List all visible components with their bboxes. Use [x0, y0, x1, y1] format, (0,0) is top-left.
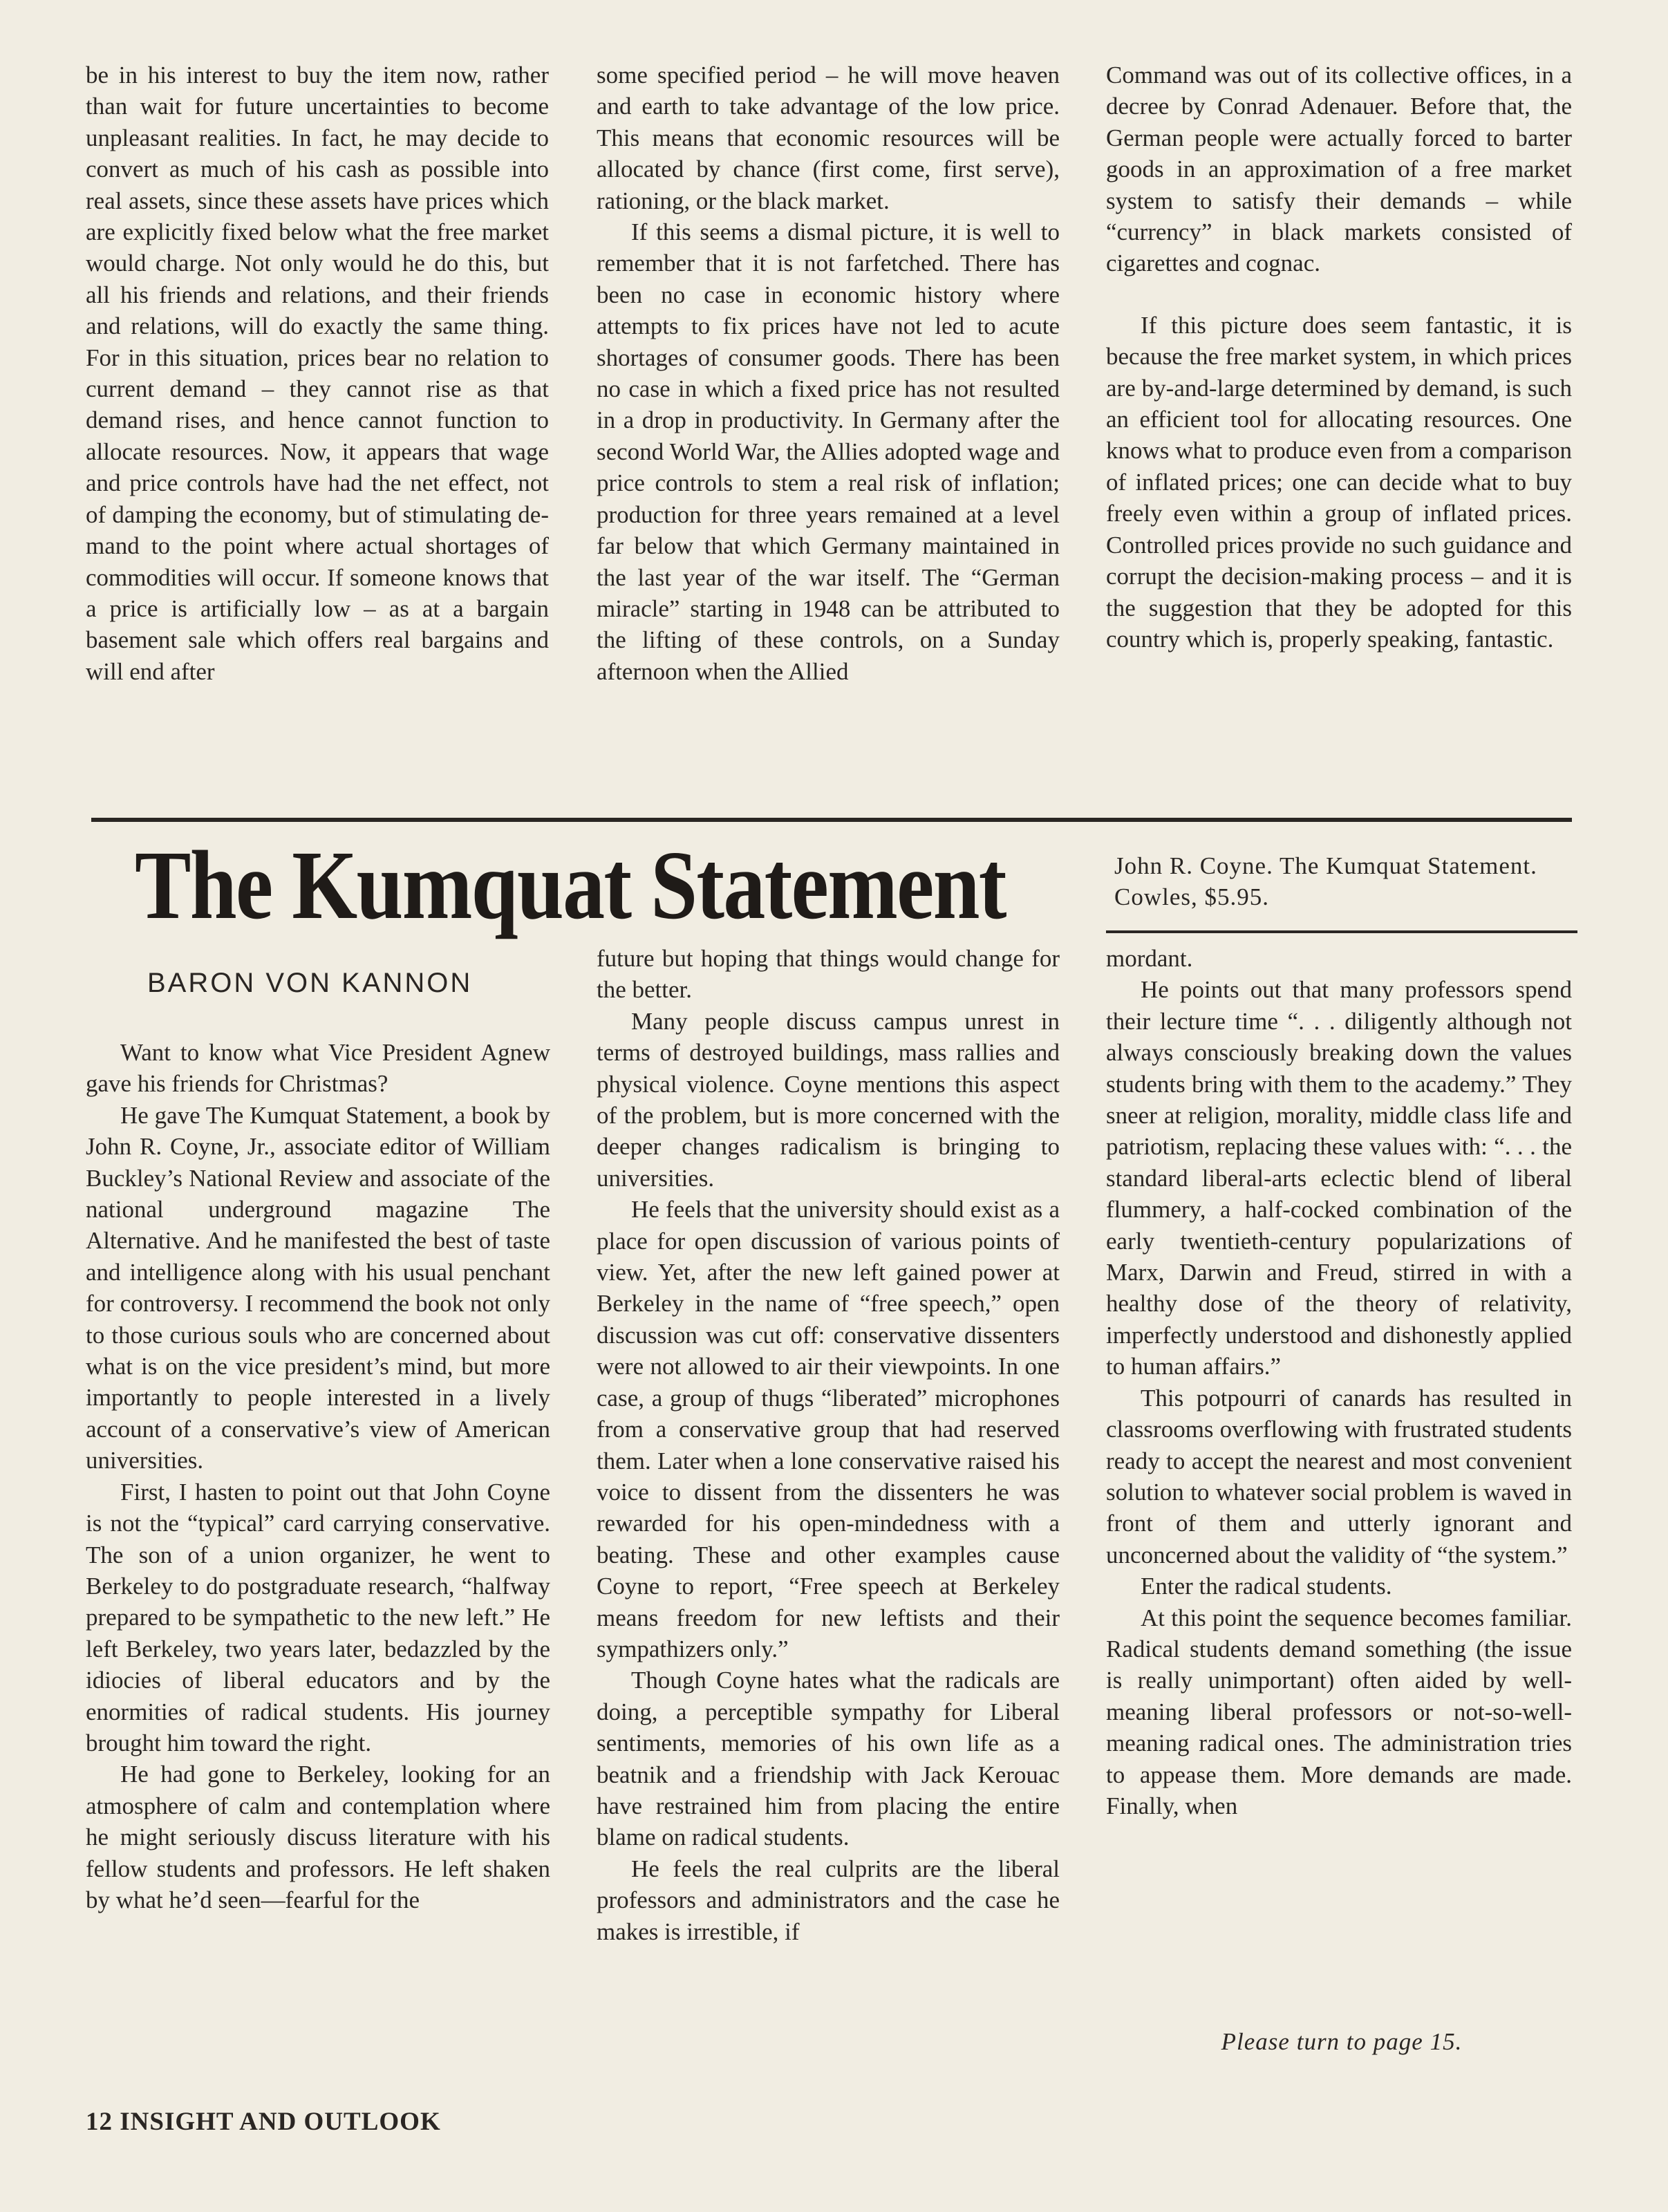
byline: BARON VON KANNON: [147, 968, 473, 998]
top-article-column-1: [86, 59, 549, 687]
paragraph: Want to know what Vice President Agnew gave his friends for Christmas?: [86, 1039, 550, 1098]
paragraph: mordant.: [1106, 945, 1193, 972]
page-footer: 12 INSIGHT AND OUTLOOK: [86, 2108, 441, 2136]
paragraph: some specified period – he will move heaven and earth to take advantage of the low price. This means that economic resources will be allocated by chance (first come, first serve), rationing, or the black market.: [597, 62, 1060, 214]
continued-note: Please turn to page 15.: [1221, 2028, 1463, 2055]
paragraph: He points out that many professors spend their lecture time “. . . diligently although not always consciously breaking down the values students bring with them to the academy.” They sneer at religion, morality, middle class life and patriotism, replacing these values with: “. . . the standard liberal-arts eclectic blend of liberal flummery, a half-cocked combination of the early twentieth-century popularizations of Marx, Darwin and Freud, stirred in with a healthy dose of the theory of relativity, imperfectly understood and dishonestly applied to human affairs.”: [1106, 976, 1572, 1380]
review-column-1: [86, 1037, 550, 1915]
top-article-column-2: [597, 59, 1060, 687]
citation-text: John R. Coyne. The Kumquat Statement. Cowles, $5.95.: [1114, 852, 1537, 910]
citation-divider: [1106, 930, 1577, 933]
paragraph: Many people discuss campus unrest in terms of destroyed buildings, mass rallies and physical violence. Coyne mentions this aspect of the problem, but is more concerned with the deeper changes radicalism is bringing to universities.: [597, 1007, 1060, 1192]
section-divider: [91, 818, 1572, 822]
paragraph: He feels that the university should exist as a place for open discussion of various points of view. Yet, after the new left gained power at Berkeley in the name of “free speech,” open discussion was cut off: conservative dissenters were not allowed to air their viewpoints. In one case, a group of thugs “liberated” microphones from a conservative group that had reserved them. Later when a lone conservative raised his voice to dissent from the dissenters he was rewarded for his open-mindedness with a beating. These and other examples cause Coyne to report, “Free speech at Berkeley means freedom for new leftists and their sympathizers only.”: [597, 1196, 1060, 1662]
book-citation: [1114, 850, 1571, 912]
top-article-column-3: [1106, 59, 1572, 655]
paragraph: At this point the sequence becomes familiar. Radical students demand something (the issue is really unimportant) often aided by well-meaning liberal professors or not-so-well-meaning radical ones. The administration tries to appease them. More demands are made. Finally, when: [1106, 1604, 1572, 1819]
review-headline: The Kumquat Statement: [135, 830, 1006, 939]
paragraph: First, I hasten to point out that John Coyne is not the “typical” card carrying conservative. The son of a union organizer, he went to Berkeley to do postgraduate research, “halfway prepared to be sympathetic to the new left.” He left Berkeley, two years later, bedazzled by the idiocies of liberal educators and by the enormities of radical students. His journey brought him toward the right.: [86, 1478, 550, 1756]
paragraph: He gave The Kumquat Statement, a book by John R. Coyne, Jr., associate editor of William Buckley’s National Review and associate of the national underground magazine The Alternative. And he manifested the best of taste and intelligence along with his usual penchant for controversy. I recommend the book not only to those curious souls who are concerned about what is on the vice president’s mind, but more importantly to people interested in a lively account of a conservative’s view of American universities.: [86, 1101, 550, 1474]
paragraph: Enter the radical students.: [1141, 1573, 1392, 1600]
paragraph: be in his interest to buy the item now, rather than wait for future uncertainties to become unpleasant realities. In fact, he may decide to convert as much of his cash as possible into real assets, since these assets have prices which are explicitly fixed below what the free market would charge. Not only would he do this, but all his friends and relations, and their friends and relations, will do exactly the same thing. For in this situation, prices bear no relation to current demand – they cannot rise as that demand rises, and hence cannot function to allocate resources. Now, it appears that wage and price controls have had the net effect, not of damping the economy, but of stimulating demand to the point where actual shortages of commodities will occur. If someone knows that a price is artificially low – as at a bargain basement sale which offers real bargains and will end after: [86, 62, 549, 685]
paragraph: If this picture does seem fantastic, it is because the free market system, in which prices are by-and-large determined by demand, is such an efficient tool for allocating resources. One knows what to produce even from a comparison of inflated prices; one can decide what to buy freely even within a group of inflated prices. Controlled prices provide no such guidance and corrupt the decision-making process – and it is the suggestion that they be adopted for this country which is, properly speaking, fantastic.: [1106, 311, 1572, 653]
paragraph: future but hoping that things would change for the better.: [597, 945, 1060, 1004]
paragraph: Command was out of its collective offices, in a decree by Conrad Adenauer. Before that, the German people were actually forced to barter goods in an approximation of a free market system to satisfy their demands – while “currency” in black markets consisted of cigarettes and cognac.: [1106, 62, 1572, 277]
paragraph: This potpourri of canards has resulted in classrooms overflowing with frustrated students ready to accept the nearest and most convenient solution to whatever social problem is waved in front of them and utterly ignorant and unconcerned about the validity of “the system.”: [1106, 1384, 1572, 1568]
paragraph: If this seems a dismal picture, it is well to remember that it is not farfetched. There has been no case in economic history where attempts to fix prices have not led to acute shortages of consumer goods. There has been no case in which a fixed price has not resulted in a drop in productivity. In Germany after the second World War, the Allies adopted wage and price controls to stem a real risk of inflation; production for three years remained at a level far below that which Germany maintained in the last year of the war itself. The “German miracle” starting in 1948 can be attributed to the lifting of these controls, on a Sunday afternoon when the Allied: [597, 218, 1060, 685]
review-column-3: [1106, 943, 1572, 1821]
review-column-2: [597, 943, 1060, 1947]
paragraph: Though Coyne hates what the radicals are doing, a perceptible sympathy for Liberal sentiments, memories of his own life as a beatnik and a friendship with Jack Kerouac have restrained him from placing the entire blame on radical students.: [597, 1667, 1060, 1851]
paragraph: He feels the real culprits are the liberal professors and administrators and the case he makes is irrestible, if: [597, 1855, 1060, 1945]
paragraph: He had gone to Berkeley, looking for an atmosphere of calm and contemplation where he might seriously discuss literature with his fellow students and professors. He left shaken by what he’d seen—fearful for the: [86, 1761, 550, 1913]
